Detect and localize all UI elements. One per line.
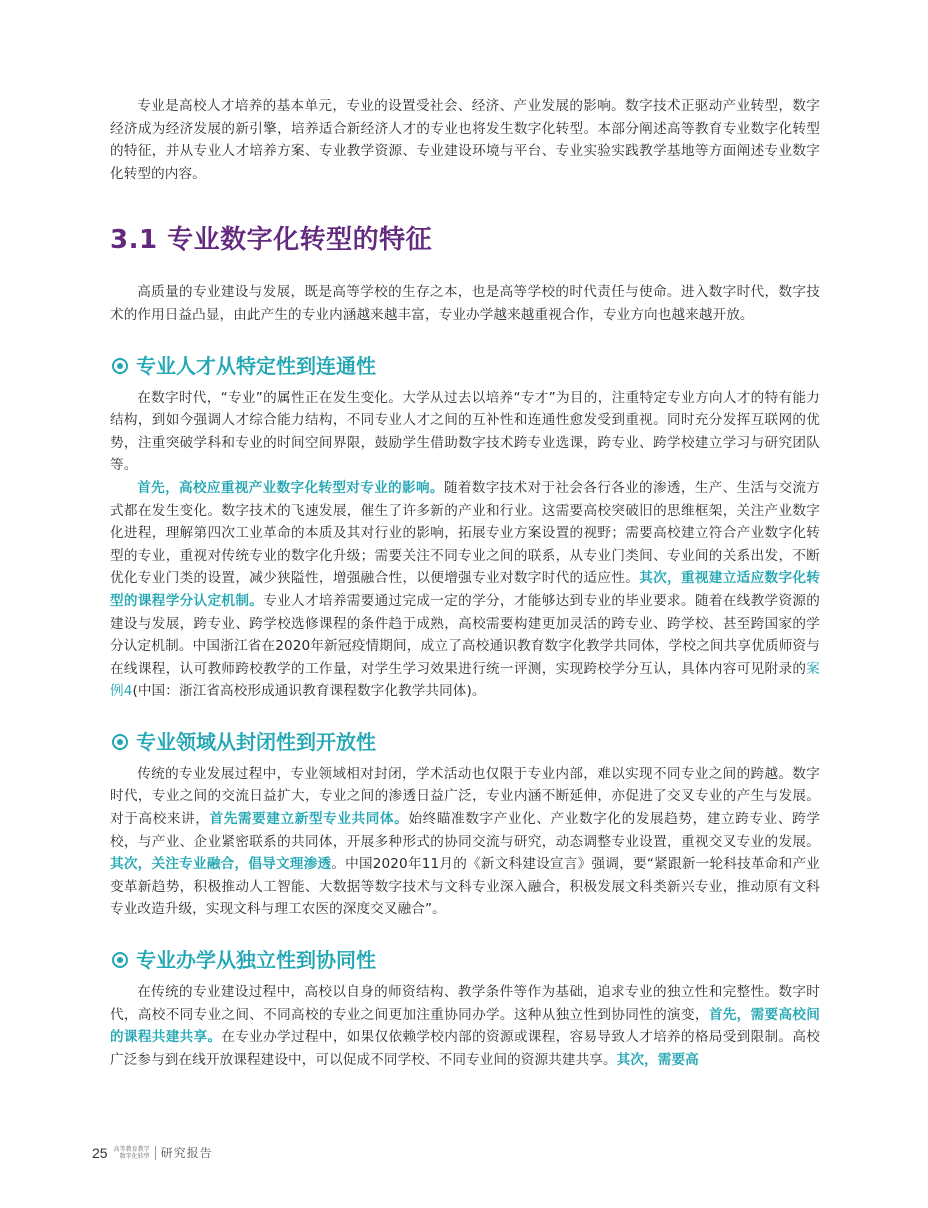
highlight-text: 其次，重视建立适应数字化转型的课程学分认定机制。 [110,570,820,609]
subsection-title-1: 专业人才从特定性到连通性 [136,353,376,378]
subsection-heading-1 [110,353,820,379]
footer-report-title: 研究报告 [160,1146,213,1160]
section-title: 3.1 专业数字化转型的特征 [110,225,433,256]
highlight-text: 其次，关注专业融合，倡导文理渗透 [110,856,332,873]
body-text: 始终瞄准数字产业化、产业数字化的发展趋势，建立跨专业、跨学校，与产业、企业紧密联系的共同体，开展多种形式的协同交流与研究，动态调整专业设置，重视交叉专业的发展。 [110,811,821,850]
body-text: 随着数字技术对于社会各行各业的渗透，生产、生活与交流方式都在发生变化。数字技术的飞速发展，催生了许多新的产业和行业。这需要高校突破旧的思维框架，关注产业数字化进程，理解第四次工业革命的本质及其对行业的影响，拓展专业方案设置的视野；需要高校建立符合产业数字化转型的专业，重视对传统专业的数字化升级；需要关注不同专业之间的联系，从专业门类间、专业间的关系出发，不断优化专业门类的设置，减少狭隘性，增强融合性，以便增强专业对数字时代的适应性。 [110,479,821,587]
intro-paragraph: 专业是高校人才培养的基本单元，专业的设置受社会、经济、产业发展的影响。数字技术正驱动产业转型，数字经济成为经济发展的新引擎，培养适合新经济人才的专业也将发生数字化转型。本部分阐述高等教育专业数字化转型的特征，并从专业人才培养方案、专业教学资源、专业建设环境与平台、专业实验实践教学基地等方面阐述专业数字化转型的内容。 [110,98,820,182]
sub2-paragraph [110,763,820,921]
body-text: 专业人才培养需要通过完成一定的学分，才能够达到专业的毕业要求。随着在线教学资源的建设与发展，跨专业、跨学校选修课程的条件趋于成熟，高校需要构建更加灵活的跨专业、跨学校、甚至跨国家的学分认定机制。中国浙江省在2020年新冠疫情期间，成立了高校通识教育数字化教学共同体，学校之间共享优质师资与在线课程，认可教师跨校教学的工作量，对学生学习效果进行统一评测，实现跨校学分互认，具体内容可见附录的 [110,592,820,677]
subsection-title-3: 专业办学从独立性到协同性 [136,948,376,973]
footer-brand-line-2: 数字化转型 [119,1152,150,1160]
body-text: (中国：浙江省高校形成通识教育课程数字化教学共同体)。 [132,683,486,700]
subsection-title-2: 专业领域从封闭性到开放性 [136,729,376,754]
footer-brand [114,1146,150,1160]
page-footer [92,1144,213,1161]
subsection-heading-3 [110,947,820,973]
page-number: 25 [92,1144,108,1161]
subsection-heading-2 [110,729,820,755]
highlight-text: 其次，需要高 [616,1051,699,1068]
double-circle-bullet-icon [112,952,128,968]
double-circle-bullet-icon [112,358,128,374]
highlight-text: 首先需要建立新型专业共同体。 [209,811,409,828]
sub1-paragraph-1: 在数字时代，“专业”的属性正在发生变化。大学从过去以培养“专才”为目的，注重特定专业方向人才的特有能力结构，到如今强调人才综合能力结构，不同专业人才之间的互补性和连通性愈发受到重视。同时充分发挥互联网的优势，注重突破学科和专业的时间空间界限，鼓励学生借助数字技术跨专业选课，跨专业、跨学校建立学习与研究团队等。 [110,389,820,474]
main-content [110,95,820,1071]
double-circle-bullet-icon [112,734,128,750]
body-text: 在专业办学过程中，如果仅依赖学校内部的资源或课程，容易导致人才培养的格局受到限制。高校广泛参与到在线开放课程建设中，可以促成不同学校、不同专业间的资源共建共享。 [110,1029,821,1068]
body-text: 。中国2020年11月的《新文科建设宣言》强调，要“紧跟新一轮科技革命和产业变革新趋势，积极推动人工智能、大数据等数字技术与文科专业深入融合，积极发展文科类新兴专业，推动原有文科专业改造升级，实现文科与理工农医的深度交叉融合”。 [110,856,820,918]
sub1-paragraph-2 [110,477,820,703]
sub3-paragraph [110,981,820,1071]
section-lead-paragraph: 高质量的专业建设与发展，既是高等学校的生存之本，也是高等学校的时代责任与使命。进入数字时代，数字技术的作用日益凸显，由此产生的专业内涵越来越丰富，专业办学越来越重视合作，专业方向也越来越开放。 [110,284,820,323]
footer-brand-line-1: 高等教育教学 [113,1145,150,1153]
body-text: 在传统的专业建设过程中，高校以自身的师资结构、教学条件等作为基础，追求专业的独立性和完整性。数字时代，高校不同专业之间、不同高校的专业之间更加注重协同办学。这种从独立性到协同性的演变， [110,984,820,1023]
highlight-text: 首先，需要高校间的课程共建共享。 [110,1006,820,1046]
highlight-text: 首先，高校应重视产业数字化转型对专业的影响。 [137,479,444,496]
case-link[interactable]: 案例4 [110,660,820,700]
body-text: 传统的专业发展过程中，专业领域相对封闭，学术活动也仅限于专业内部，难以实现不同专业之间的跨越。数字时代，专业之间的交流日益扩大，专业之间的渗透日益广泛，专业内涵不断延伸，亦促进了交叉专业的产生与发展。对于高校来讲， [110,765,820,828]
footer-divider [155,1146,156,1160]
